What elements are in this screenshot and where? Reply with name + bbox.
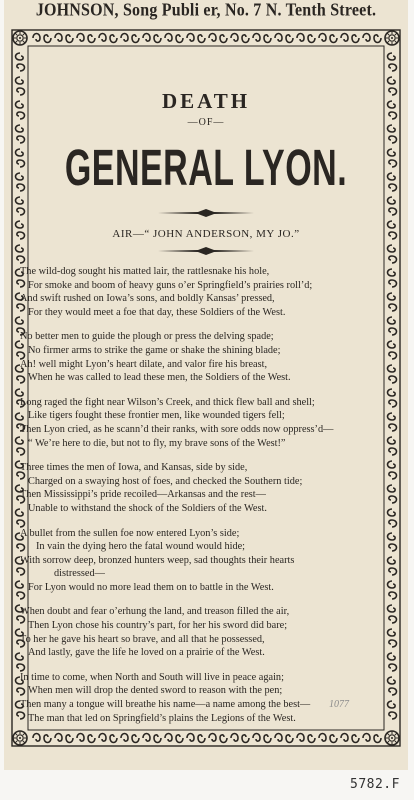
- verse-line: Long raged the fight near Wilson’s Creek, and thick flew ball and shell;: [20, 396, 315, 408]
- broadside-sheet: [4, 0, 408, 770]
- stanza: [20, 330, 392, 384]
- verse-line: For Lyon would no more lead them on to battle in the West.: [28, 581, 274, 593]
- publisher-line: JOHNSON, Song Publi er, No. 7 N. Tenth Street.: [35, 0, 377, 21]
- verse-line: When doubt and fear o’erhung the land, and treason filled the air,: [20, 606, 290, 618]
- verse-line: When he was called to lead these men, the Soldiers of the West.: [28, 372, 291, 384]
- stanza: [20, 461, 392, 515]
- verse-line: In vain the dying hero the fatal wound would hide;: [36, 541, 246, 553]
- stanza: [20, 527, 392, 595]
- stanza: [20, 396, 392, 450]
- verse-line: Ah! well might Lyon’s heart dilate, and valor fire his breast,: [20, 358, 268, 370]
- verse-line: Like tigers fought these frontier men, like wounded tigers fell;: [28, 410, 285, 422]
- title-general-lyon: GENERAL LYON.: [64, 140, 348, 197]
- verse-line: When men will drop the dented sword to reason with the pen;: [28, 685, 283, 697]
- decorative-rule-lower: [156, 246, 256, 256]
- verse-line: No firmer arms to strike the game or shake the shining blade;: [28, 344, 281, 356]
- verse-line: And swift rushed on Iowa’s sons, and boldly Kansas’ pressed,: [20, 293, 275, 305]
- verse-line: Unable to withstand the shock of the Soldiers of the West.: [28, 502, 267, 514]
- verse-line: Then Mississippi’s pride recoiled—Arkansas and the rest—: [20, 489, 266, 501]
- stanza: [20, 605, 392, 659]
- title-death: DEATH: [161, 89, 251, 113]
- verse-line: No better men to guide the plough or press the delving spade;: [20, 331, 274, 343]
- verse-line: The wild-dog sought his matted lair, the rattlesnake his hole,: [20, 266, 270, 277]
- pencil-annotation: 1077: [329, 699, 349, 710]
- stanza: [20, 265, 392, 319]
- verse-line: Then Lyon chose his country’s part, for her his sword did bare;: [28, 620, 288, 632]
- verse-line: Three times the men of Iowa, and Kansas, side by side,: [20, 462, 248, 474]
- verse-line: With sorrow deep, bronzed hunters weep, sad thoughts their hearts: [20, 554, 295, 566]
- title-of: —OF—: [187, 117, 225, 128]
- catalog-number: 5782.F: [350, 777, 400, 792]
- poem-body: [20, 265, 392, 736]
- verse-line: Then Lyon cried, as he scann’d their ranks, with sore odds now oppress’d—: [20, 423, 334, 435]
- verse-line: distressed—: [54, 568, 105, 580]
- verse-line: To her he gave his heart so brave, and all that he possessed,: [20, 633, 265, 645]
- verse-line: A bullet from the sullen foe now entered Lyon’s side;: [20, 527, 240, 539]
- decorative-rule-upper: [156, 208, 256, 218]
- air-tune-line: AIR—“ JOHN ANDERSON, MY JO.”: [112, 228, 300, 240]
- verse-line: In time to come, when North and South will live in peace again;: [20, 671, 284, 683]
- verse-line: And lastly, gave the life he loved on a prairie of the West.: [28, 647, 265, 659]
- verse-line: For smoke and boom of heavy guns o’er Springfield’s prairies roll’d;: [28, 279, 313, 291]
- verse-line: Then many a tongue will breathe his name—a name among the best—: [20, 699, 311, 711]
- verse-line: For they would meet a foe that day, these Soldiers of the West.: [28, 306, 286, 318]
- verse-line: The man that led on Springfield’s plains the Legions of the West.: [28, 712, 296, 724]
- verse-line: “ We’re here to die, but not to fly, my brave sons of the West!”: [28, 437, 286, 449]
- verse-line: Charged on a swaying host of foes, and checked the Southern tide;: [28, 475, 303, 487]
